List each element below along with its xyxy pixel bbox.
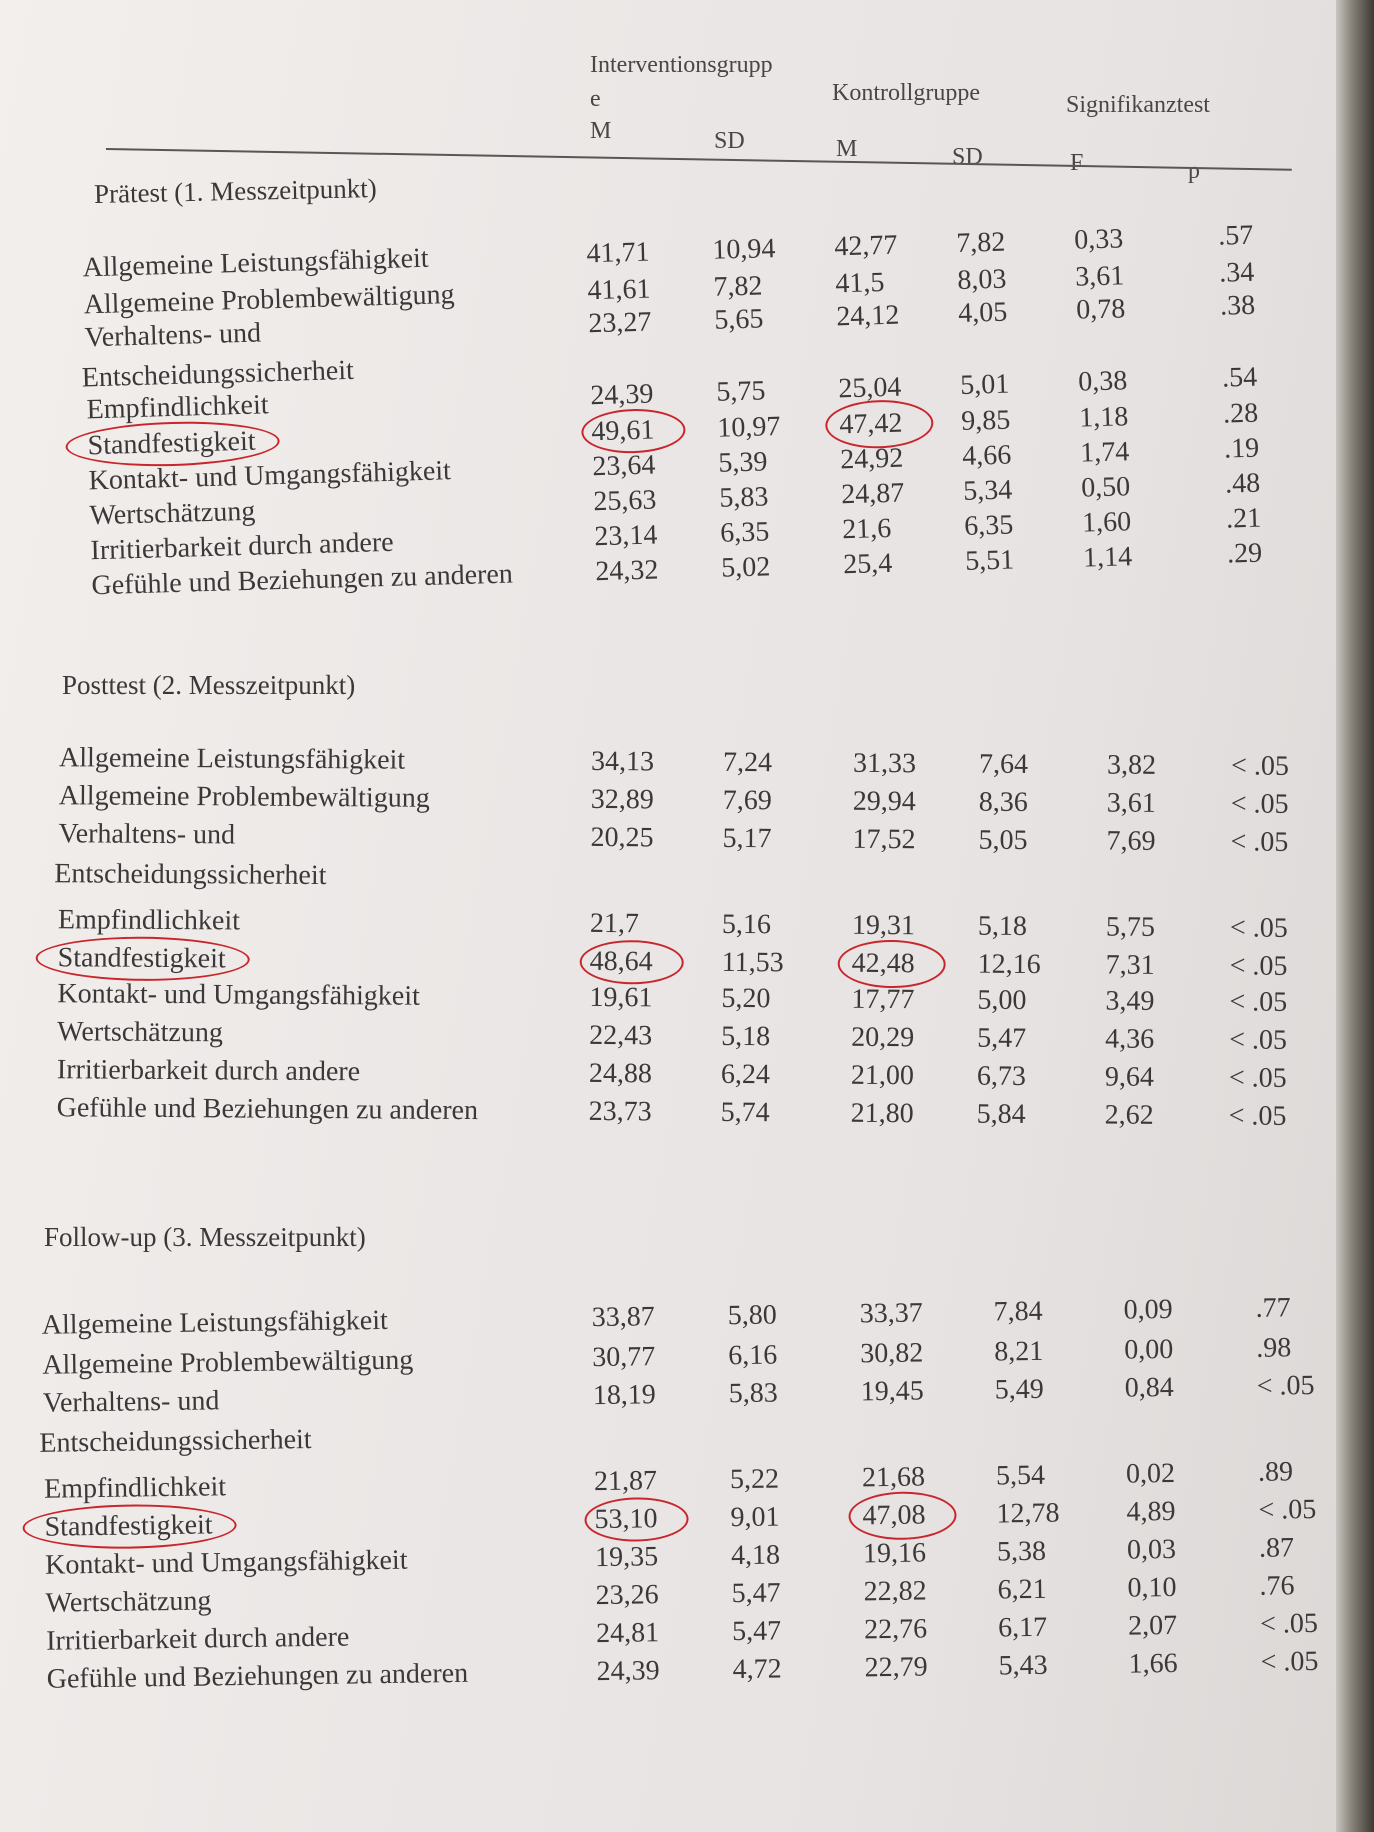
cell-ctrl-sd: 5,18 [977,910,1028,942]
row-label: Kontakt- und Umgangsfähigkeit [88,455,452,497]
cell-int-m: 24,39 [596,1655,660,1688]
cell-ctrl-m: 42,48 [851,947,915,980]
cell-p-value: .21 [1225,502,1262,535]
cell-int-m: 41,71 [586,236,650,270]
header-significance: Signifikanztest [1066,92,1210,118]
cell-p-value: < .05 [1230,826,1289,858]
cell-ctrl-sd: 6,73 [976,1060,1027,1092]
cell-ctrl-sd: 4,05 [957,296,1008,329]
cell-ctrl-m: 21,6 [841,512,892,546]
cell-ctrl-m: 31,33 [852,747,917,780]
cell-int-sd: 5,02 [720,551,771,584]
cell-ctrl-sd: 4,66 [961,439,1012,472]
header-intervention: Interventionsgrupp [590,52,773,78]
cell-ctrl-sd: 7,82 [955,226,1006,259]
header-control: Kontrollgruppe [832,80,980,106]
col-header-int-m: M [590,118,612,144]
row-label: Gefühle und Beziehungen zu anderen [91,558,514,602]
cell-ctrl-m: 19,16 [862,1537,927,1570]
cell-f-value: 2,62 [1104,1099,1154,1131]
cell-p-value: .38 [1219,289,1256,322]
cell-p-value: < .05 [1256,1370,1315,1402]
cell-f-value: 3,82 [1106,749,1157,781]
cell-ctrl-sd: 12,16 [977,948,1041,981]
cell-f-value: 1,66 [1128,1647,1178,1680]
cell-ctrl-m: 24,12 [835,299,900,333]
row-label: Allgemeine Leistungsfähigkeit [59,742,406,776]
cell-p-value: < .05 [1260,1645,1319,1678]
cell-ctrl-m: 21,00 [850,1059,915,1092]
cell-int-sd: 7,82 [713,270,763,303]
row-label: Kontakt- und Umgangsfähigkeit [44,1544,408,1581]
cell-p-value: .98 [1256,1332,1292,1364]
row-label: Verhaltens- und [84,317,262,354]
cell-int-m: 33,87 [591,1301,655,1334]
cell-p-value: < .05 [1230,788,1289,820]
cell-p-value: .29 [1226,537,1263,570]
cell-int-m: 18,19 [592,1379,657,1412]
cell-int-m: 23,26 [595,1579,659,1612]
cell-ctrl-sd: 8,03 [956,263,1007,296]
cell-int-m: 23,27 [587,306,652,340]
cell-f-value: 0,78 [1075,293,1126,326]
cell-ctrl-m: 17,77 [851,983,915,1016]
row-label: Irritierbarkeit durch andere [45,1621,350,1657]
cell-f-value: 0,33 [1073,223,1124,256]
cell-p-value: .76 [1259,1570,1295,1602]
row-label: Allgemeine Leistungsfähigkeit [82,242,429,284]
cell-ctrl-m: 25,04 [837,371,902,405]
cell-p-value: < .05 [1229,1024,1288,1056]
cell-int-m: 25,63 [592,484,657,518]
cell-int-m: 19,61 [589,981,653,1014]
cell-ctrl-sd: 7,64 [978,748,1029,780]
cell-p-value: < .05 [1229,912,1288,944]
cell-int-sd: 5,74 [720,1096,770,1129]
cell-int-m: 24,81 [595,1617,660,1650]
cell-f-value: 0,38 [1077,365,1128,398]
cell-f-value: 3,61 [1106,787,1156,819]
cell-f-value: 1,74 [1079,436,1130,469]
cell-int-sd: 5,16 [721,908,772,941]
row-label: Wertschätzung [89,495,256,532]
cell-int-sd: 5,80 [727,1299,777,1332]
cell-ctrl-m: 25,4 [842,547,893,581]
cell-ctrl-m: 20,29 [851,1021,915,1054]
row-label: Verhaltens- und [58,818,236,851]
cell-ctrl-m: 19,45 [860,1375,925,1408]
cell-ctrl-m: 30,82 [860,1337,924,1370]
cell-int-sd: 4,72 [732,1653,782,1686]
cell-int-sd: 9,01 [730,1501,780,1534]
cell-ctrl-sd: 8,21 [994,1335,1044,1368]
cell-ctrl-m: 41,5 [834,267,885,300]
cell-ctrl-m: 47,08 [862,1499,926,1532]
cell-f-value: 1,60 [1081,506,1132,539]
section-title-posttest: Posttest (2. Messzeitpunkt) [62,670,356,700]
cell-ctrl-m: 47,42 [838,407,903,441]
cell-p-value: .57 [1217,219,1254,252]
cell-f-value: 0,03 [1126,1533,1177,1566]
cell-int-sd: 10,97 [716,410,781,444]
cell-f-value: 0,00 [1124,1333,1174,1366]
cell-p-value: .87 [1258,1532,1295,1564]
cell-ctrl-sd: 7,84 [993,1295,1043,1328]
cell-p-value: .34 [1218,256,1255,289]
cell-ctrl-sd: 5,84 [976,1098,1026,1130]
section-title-followup: Follow-up (3. Messzeitpunkt) [44,1222,366,1252]
cell-p-value: .28 [1222,397,1259,430]
cell-p-value: < .05 [1259,1607,1319,1640]
cell-p-value: .48 [1224,467,1261,500]
row-label: Standfestigkeit [87,425,256,462]
header-intervention-cont: e [590,86,601,112]
cell-int-m: 48,64 [589,945,653,978]
row-label: Gefühle und Beziehungen zu anderen [46,1657,469,1695]
cell-f-value: 0,84 [1124,1371,1174,1404]
cell-int-m: 22,43 [589,1019,653,1052]
cell-ctrl-sd: 5,54 [995,1459,1046,1492]
cell-f-value: 0,09 [1123,1293,1173,1326]
cell-ctrl-sd: 5,43 [998,1649,1048,1682]
header-rule [106,148,1292,171]
cell-ctrl-sd: 5,51 [964,544,1015,577]
cell-ctrl-sd: 6,17 [997,1611,1048,1644]
cell-int-sd: 5,39 [717,446,768,479]
section-title-pretest: Prätest (1. Messzeitpunkt) [93,173,377,209]
cell-ctrl-sd: 5,34 [962,474,1013,507]
cell-int-m: 34,13 [590,745,655,778]
cell-p-value: .19 [1223,432,1260,465]
cell-int-m: 53,10 [594,1503,658,1536]
cell-p-value: < .05 [1258,1494,1317,1526]
cell-ctrl-m: 22,79 [864,1651,928,1684]
cell-ctrl-m: 21,68 [861,1461,926,1494]
cell-int-m: 49,61 [591,414,655,448]
cell-ctrl-m: 17,52 [852,823,916,856]
row-label: Allgemeine Problembewältigung [42,1344,414,1381]
cell-f-value: 5,75 [1105,911,1156,943]
cell-p-value: .89 [1257,1456,1294,1488]
cell-f-value: 0,10 [1127,1571,1177,1604]
cell-int-m: 21,87 [593,1465,658,1498]
cell-int-sd: 5,17 [722,822,772,855]
cell-p-value: < .05 [1228,1062,1287,1094]
cell-int-sd: 5,47 [731,1615,782,1648]
cell-ctrl-m: 42,77 [833,229,898,263]
cell-int-sd: 6,24 [720,1058,771,1091]
cell-int-sd: 6,16 [728,1339,778,1372]
cell-int-m: 24,32 [594,554,659,588]
cell-ctrl-sd: 5,49 [994,1373,1044,1406]
book-edge [1336,0,1374,1832]
cell-int-m: 23,64 [591,449,656,483]
row-label: Empfindlichkeit [86,389,269,426]
col-header-ctrl-sd: SD [952,144,983,170]
cell-f-value: 7,31 [1105,949,1155,981]
cell-int-sd: 5,20 [721,982,771,1015]
cell-int-sd: 5,47 [731,1577,781,1610]
row-label: Allgemeine Problembewältigung [58,780,430,814]
cell-int-m: 23,14 [593,519,658,553]
cell-ctrl-sd: 6,21 [997,1573,1047,1606]
cell-p-value: .77 [1255,1292,1291,1324]
row-label: Kontakt- und Umgangsfähigkeit [57,978,420,1012]
row-label: Standfestigkeit [44,1509,213,1543]
row-label: Wertschätzung [45,1585,212,1619]
col-header-f: F [1070,150,1084,176]
row-label: Standfestigkeit [57,942,226,975]
cell-int-sd: 5,75 [715,375,766,408]
cell-int-m: 23,73 [588,1095,652,1128]
cell-p-value: < .05 [1228,1100,1287,1132]
cell-ctrl-sd: 9,85 [960,404,1011,437]
cell-int-m: 30,77 [592,1341,656,1374]
cell-p-value: < .05 [1230,750,1289,782]
cell-ctrl-m: 24,92 [839,442,904,476]
row-label: Verhaltens- und [42,1385,220,1419]
cell-ctrl-sd: 5,47 [977,1022,1027,1054]
row-label: Irritierbarkeit durch andere [56,1054,361,1088]
cell-f-value: 2,07 [1127,1609,1178,1642]
cell-f-value: 3,61 [1074,260,1125,293]
row-label: Irritierbarkeit durch andere [90,526,395,567]
cell-ctrl-sd: 12,78 [996,1497,1060,1530]
cell-ctrl-sd: 5,00 [977,984,1027,1016]
row-label: Allgemeine Leistungsfähigkeit [41,1304,388,1341]
cell-int-m: 32,89 [590,783,654,816]
cell-p-value: < .05 [1229,950,1288,982]
cell-ctrl-sd: 6,35 [963,509,1014,542]
row-label: Gefühle und Beziehungen zu anderen [56,1092,479,1127]
cell-ctrl-m: 33,37 [859,1297,923,1330]
cell-p-value: < .05 [1229,986,1288,1018]
cell-f-value: 3,49 [1105,985,1155,1017]
cell-ctrl-m: 21,80 [850,1097,914,1130]
cell-int-m: 41,61 [587,273,651,307]
cell-int-m: 24,88 [588,1057,653,1090]
cell-int-sd: 4,18 [730,1539,781,1572]
col-header-p: p [1188,158,1200,184]
cell-int-sd: 6,35 [719,516,770,549]
cell-int-m: 19,35 [594,1541,659,1574]
row-label-continued: Entscheidungssicherheit [54,858,327,892]
row-label-continued: Entscheidungssicherheit [39,1424,312,1459]
cell-int-sd: 5,65 [713,303,764,336]
cell-int-m: 24,39 [590,378,654,412]
row-label: Empfindlichkeit [43,1471,227,1505]
cell-f-value: 0,02 [1125,1457,1176,1490]
cell-int-m: 21,7 [589,907,640,940]
cell-ctrl-sd: 5,01 [959,368,1010,401]
cell-int-m: 20,25 [590,821,654,854]
row-label: Wertschätzung [57,1016,223,1049]
cell-int-sd: 5,18 [721,1020,771,1053]
cell-int-sd: 5,83 [728,1377,779,1410]
cell-int-sd: 11,53 [721,946,784,979]
cell-f-value: 0,50 [1080,471,1131,504]
cell-ctrl-m: 22,76 [863,1613,928,1646]
cell-ctrl-m: 24,87 [840,477,905,511]
cell-ctrl-sd: 8,36 [978,786,1028,818]
cell-int-sd: 7,24 [722,746,773,779]
cell-f-value: 4,89 [1126,1495,1176,1528]
col-header-ctrl-m: M [836,136,858,162]
cell-f-value: 4,36 [1105,1023,1155,1055]
cell-int-sd: 10,94 [711,233,776,266]
cell-f-value: 1,18 [1078,401,1129,434]
cell-f-value: 7,69 [1106,825,1156,857]
col-header-int-sd: SD [714,128,745,154]
cell-ctrl-m: 22,82 [863,1575,927,1608]
cell-int-sd: 5,22 [729,1463,780,1496]
cell-ctrl-sd: 5,38 [996,1535,1047,1568]
cell-ctrl-m: 19,31 [851,909,916,942]
cell-p-value: .54 [1221,361,1258,394]
cell-int-sd: 5,83 [718,481,769,514]
cell-int-sd: 7,69 [722,784,772,817]
cell-ctrl-m: 29,94 [852,785,916,818]
row-label-continued: Entscheidungssicherheit [81,354,355,394]
row-label: Allgemeine Problembewältigung [83,279,455,321]
cell-f-value: 9,64 [1104,1061,1155,1093]
cell-f-value: 1,14 [1082,541,1133,574]
cell-ctrl-sd: 5,05 [978,824,1028,856]
row-label: Empfindlichkeit [57,904,241,937]
